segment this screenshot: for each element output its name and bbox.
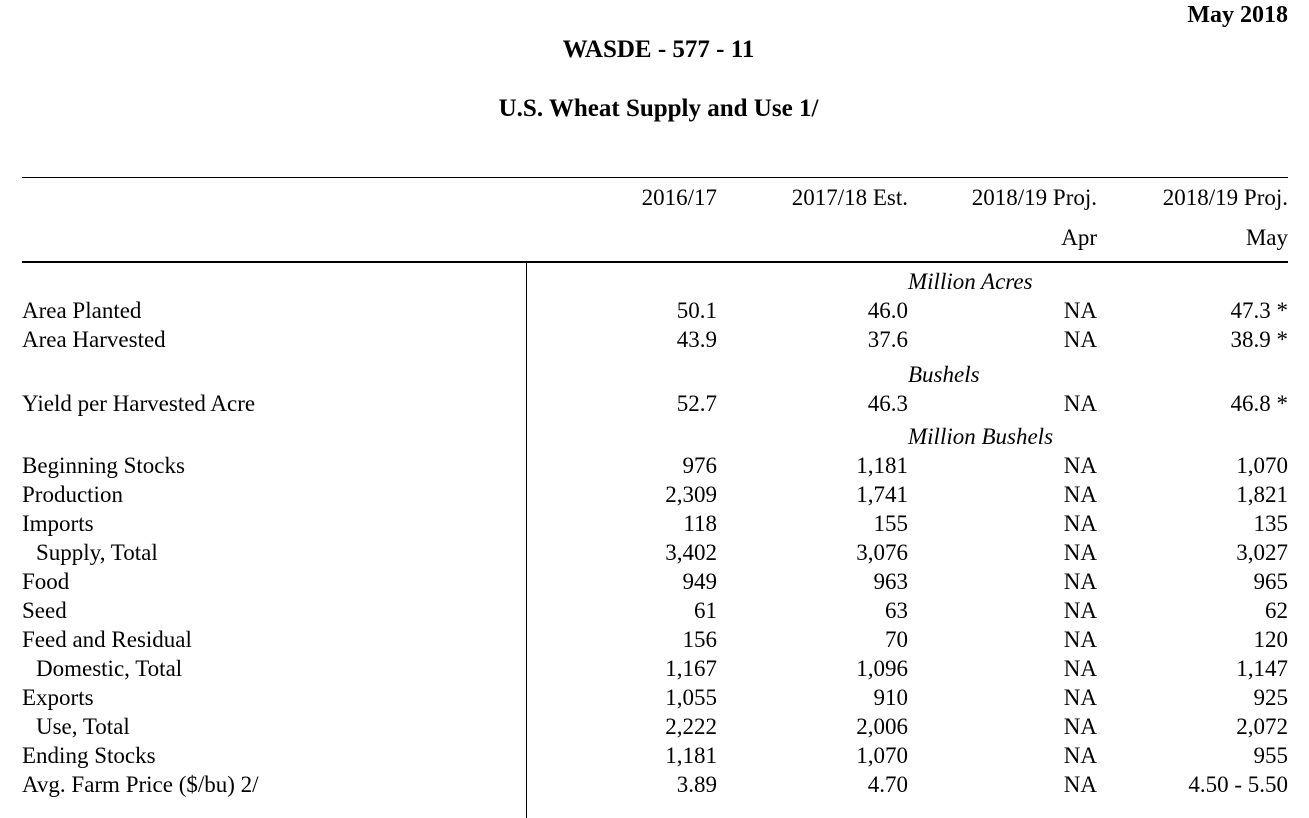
table-row bbox=[0, 598, 1309, 627]
cell-2018-19-may: 4.50 - 5.50 bbox=[1188, 772, 1288, 797]
cell-2017-18: 1,070 bbox=[856, 743, 908, 768]
row-label: Seed bbox=[22, 598, 67, 623]
cell-2016-17: 1,055 bbox=[665, 685, 717, 710]
table-row bbox=[0, 569, 1309, 598]
table-row bbox=[0, 453, 1309, 482]
cell-2018-19-may: 46.8 * bbox=[1230, 391, 1288, 416]
row-label: Exports bbox=[22, 685, 94, 710]
cell-2018-19-apr: NA bbox=[1063, 627, 1097, 652]
cell-2017-18: 155 bbox=[873, 511, 908, 536]
unit-bushels: Bushels bbox=[908, 362, 980, 387]
cell-2017-18: 3,076 bbox=[856, 540, 908, 565]
cell-2018-19-may: 1,147 bbox=[1236, 656, 1288, 681]
table-row bbox=[0, 656, 1309, 685]
row-label: Area Harvested bbox=[22, 327, 166, 352]
row-label: Production bbox=[22, 482, 123, 507]
table-row bbox=[0, 714, 1309, 743]
cell-2016-17: 156 bbox=[682, 627, 717, 652]
unit-million-acres: Million Acres bbox=[908, 269, 1033, 294]
cell-2018-19-may: 2,072 bbox=[1236, 714, 1288, 739]
cell-2017-18: 963 bbox=[873, 569, 908, 594]
cell-2018-19-may: 925 bbox=[1253, 685, 1288, 710]
cell-2018-19-apr: NA bbox=[1063, 327, 1097, 352]
table-row bbox=[0, 743, 1309, 772]
cell-2018-19-may: 1,821 bbox=[1236, 482, 1288, 507]
cell-2017-18: 46.3 bbox=[867, 391, 908, 416]
cell-2017-18: 46.0 bbox=[867, 298, 908, 323]
row-label: Yield per Harvested Acre bbox=[22, 391, 256, 416]
cell-2017-18: 70 bbox=[885, 627, 908, 652]
cell-2018-19-may: 3,027 bbox=[1236, 540, 1288, 565]
report-id: WASDE - 577 - 11 bbox=[562, 36, 755, 63]
cell-2017-18: 4.70 bbox=[867, 772, 908, 797]
cell-2018-19-apr: NA bbox=[1063, 540, 1097, 565]
row-label: Ending Stocks bbox=[22, 743, 156, 768]
col-subheader-apr: Apr bbox=[1061, 225, 1097, 250]
col-header-2018-19-may: 2018/19 Proj. bbox=[1162, 185, 1288, 210]
cell-2016-17: 118 bbox=[683, 511, 717, 536]
cell-2018-19-may: 965 bbox=[1253, 569, 1288, 594]
cell-2018-19-apr: NA bbox=[1063, 772, 1097, 797]
row-label: Avg. Farm Price ($/bu) 2/ bbox=[22, 772, 259, 797]
row-label: Area Planted bbox=[22, 298, 142, 323]
col-subheader-may: May bbox=[1245, 225, 1288, 250]
table-row bbox=[0, 298, 1309, 327]
cell-2016-17: 2,309 bbox=[665, 482, 717, 507]
row-label: Beginning Stocks bbox=[22, 453, 185, 478]
header-rule bbox=[22, 261, 1288, 263]
top-rule bbox=[22, 177, 1288, 178]
cell-2016-17: 3,402 bbox=[665, 540, 717, 565]
row-label: Imports bbox=[22, 511, 94, 536]
table-row bbox=[0, 327, 1309, 356]
cell-2018-19-apr: NA bbox=[1063, 391, 1097, 416]
col-header-2017-18: 2017/18 Est. bbox=[791, 185, 908, 210]
row-label: Domestic, Total bbox=[36, 656, 183, 681]
table-row bbox=[0, 482, 1309, 511]
row-label: Supply, Total bbox=[36, 540, 158, 565]
cell-2016-17: 50.1 bbox=[676, 298, 717, 323]
cell-2016-17: 43.9 bbox=[676, 327, 717, 352]
cell-2017-18: 2,006 bbox=[856, 714, 908, 739]
table-row bbox=[0, 391, 1309, 420]
col-header-2016-17: 2016/17 bbox=[641, 185, 717, 210]
cell-2018-19-apr: NA bbox=[1063, 743, 1097, 768]
row-label: Food bbox=[22, 569, 70, 594]
cell-2016-17: 976 bbox=[682, 453, 717, 478]
cell-2018-19-apr: NA bbox=[1063, 685, 1097, 710]
cell-2018-19-apr: NA bbox=[1063, 482, 1097, 507]
report-date: May 2018 bbox=[1187, 2, 1288, 28]
cell-2017-18: 1,096 bbox=[856, 656, 908, 681]
row-label: Feed and Residual bbox=[22, 627, 192, 652]
cell-2016-17: 52.7 bbox=[676, 391, 717, 416]
cell-2018-19-may: 135 bbox=[1253, 511, 1288, 536]
cell-2018-19-apr: NA bbox=[1063, 656, 1097, 681]
cell-2018-19-may: 62 bbox=[1265, 598, 1288, 623]
table-row bbox=[0, 685, 1309, 714]
cell-2018-19-apr: NA bbox=[1063, 569, 1097, 594]
table-row bbox=[0, 627, 1309, 656]
cell-2018-19-may: 1,070 bbox=[1236, 453, 1288, 478]
table-row bbox=[0, 772, 1309, 801]
cell-2017-18: 910 bbox=[873, 685, 908, 710]
cell-2018-19-apr: NA bbox=[1063, 598, 1097, 623]
cell-2018-19-apr: NA bbox=[1063, 453, 1097, 478]
cell-2017-18: 1,181 bbox=[856, 453, 908, 478]
cell-2017-18: 37.6 bbox=[867, 327, 908, 352]
cell-2016-17: 61 bbox=[694, 598, 717, 623]
cell-2017-18: 63 bbox=[885, 598, 908, 623]
table-title: U.S. Wheat Supply and Use 1/ bbox=[498, 95, 819, 122]
cell-2018-19-apr: NA bbox=[1063, 511, 1097, 536]
cell-2018-19-may: 120 bbox=[1253, 627, 1288, 652]
cell-2016-17: 3.89 bbox=[676, 772, 717, 797]
cell-2017-18: 1,741 bbox=[856, 482, 908, 507]
cell-2018-19-may: 38.9 * bbox=[1230, 327, 1288, 352]
table-row bbox=[0, 540, 1309, 569]
cell-2016-17: 1,167 bbox=[665, 656, 717, 681]
cell-2018-19-may: 955 bbox=[1253, 743, 1288, 768]
unit-million-bushels: Million Bushels bbox=[908, 424, 1054, 449]
col-header-2018-19-apr: 2018/19 Proj. bbox=[971, 185, 1097, 210]
cell-2018-19-apr: NA bbox=[1063, 298, 1097, 323]
cell-2018-19-apr: NA bbox=[1063, 714, 1097, 739]
row-label: Use, Total bbox=[36, 714, 130, 739]
table-row bbox=[0, 511, 1309, 540]
cell-2016-17: 2,222 bbox=[665, 714, 717, 739]
cell-2018-19-may: 47.3 * bbox=[1230, 298, 1288, 323]
cell-2016-17: 949 bbox=[682, 569, 717, 594]
cell-2016-17: 1,181 bbox=[665, 743, 717, 768]
